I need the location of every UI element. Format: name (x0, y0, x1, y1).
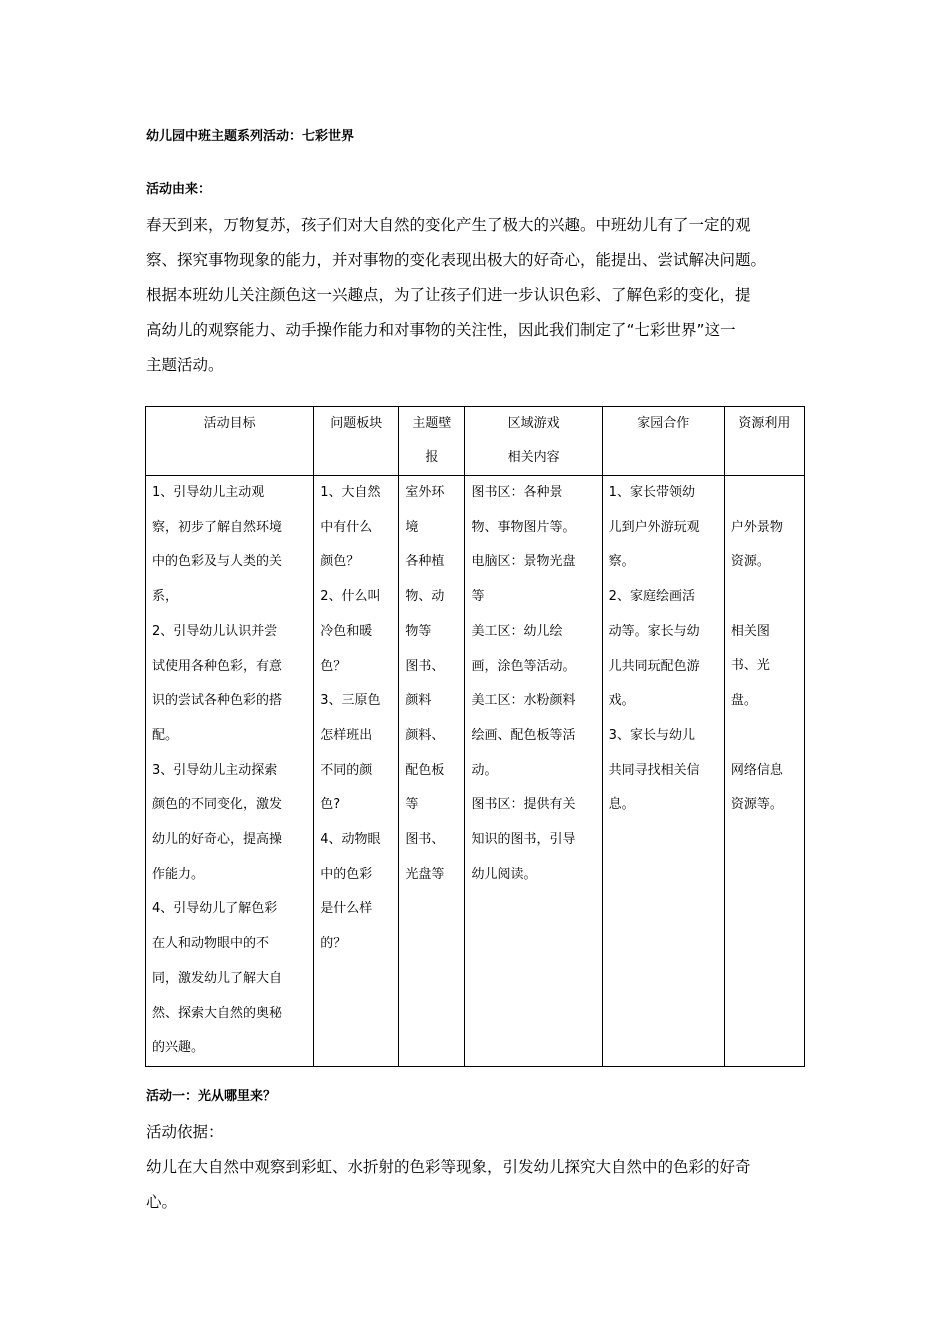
header-goals: 活动目标 (146, 407, 314, 476)
activity1-line: 幼儿在大自然中观察到彩虹、水折射的色彩等现象，引发幼儿探究大自然中的色彩的好奇 (146, 1158, 751, 1176)
cell-goals: 1、引导幼儿主动观 察，初步了解自然环境 中的色彩及与人类的关 系， 2、引导幼儿认识并尝 试使用各种色彩，有意 识的尝试各种色彩的搭 配。 3、引导幼儿主动探索 颜色的不同变化，激发 幼儿的好奇心，提高操 作能力。 4、引导幼儿了解色彩 在人和动物眼中的不 同，激发幼儿了解大自 然、探索大自然的奥秘 的兴趣。 (146, 476, 314, 1067)
cell-family: 1、家长带领幼 儿到户外游玩观 察。 2、家庭绘画活 动等。家长与幼 儿共同玩配色游 戏。 3、家长与幼儿 共同寻找相关信 息。 (602, 476, 724, 1067)
table-header-row (146, 407, 805, 476)
activity1-heading: 活动一：光从哪里来？ (146, 1089, 277, 1104)
cell-resources: 户外景物 资源。 相关图 书、光 盘。 网络信息 资源等。 (724, 476, 804, 1067)
origin-line: 高幼儿的观察能力、动手操作能力和对事物的关注性，因此我们制定了“七彩世界”这一 (146, 321, 736, 339)
cell-questions: 1、大自然 中有什么 颜色？ 2、什么叫 冷色和暖 色？ 3、三原色 怎样班出 不同的颜 色? 4、动物眼 中的色彩 是什么样 的？ (314, 476, 399, 1067)
header-resources: 资源利用 (724, 407, 804, 476)
origin-line: 根据本班幼儿关注颜色这一兴趣点，为了让孩子们进一步认识色彩、了解色彩的变化，提 (146, 286, 751, 304)
origin-paragraph (146, 208, 808, 383)
header-questions: 问题板块 (314, 407, 399, 476)
origin-line: 春天到来，万物复苏，孩子们对大自然的变化产生了极大的兴趣。中班幼儿有了一定的观 (146, 216, 751, 234)
header-wall: 主题壁 报 (399, 407, 465, 476)
theme-plan-table (145, 406, 805, 1067)
header-areas: 区域游戏 相关内容 (465, 407, 602, 476)
activity1-basis-label: 活动依据： (146, 1123, 224, 1141)
cell-wall: 室外环 境 各种植 物、动 物等 图书、 颜料 颜料、 配色板 等 图书、 光盘等 (399, 476, 465, 1067)
activity1-basis (146, 1115, 808, 1220)
origin-heading: 活动由来： (146, 182, 212, 197)
cell-areas: 图书区：各种景 物、事物图片等。 电脑区：景物光盘 等 美工区：幼儿绘 画，涂色等活动。 美工区：水粉颜料 绘画、配色板等活 动。 图书区：提供有关 知识的图书，引导 幼儿阅读。 (465, 476, 602, 1067)
activity1-line: 心。 (146, 1193, 178, 1211)
document-title: 幼儿园中班主题系列活动：七彩世界 (146, 129, 355, 144)
origin-line: 主题活动。 (146, 356, 224, 374)
header-family: 家园合作 (602, 407, 724, 476)
table-row (146, 476, 805, 1067)
origin-line: 察、探究事物现象的能力，并对事物的变化表现出极大的好奇心，能提出、尝试解决问题。 (146, 251, 767, 269)
